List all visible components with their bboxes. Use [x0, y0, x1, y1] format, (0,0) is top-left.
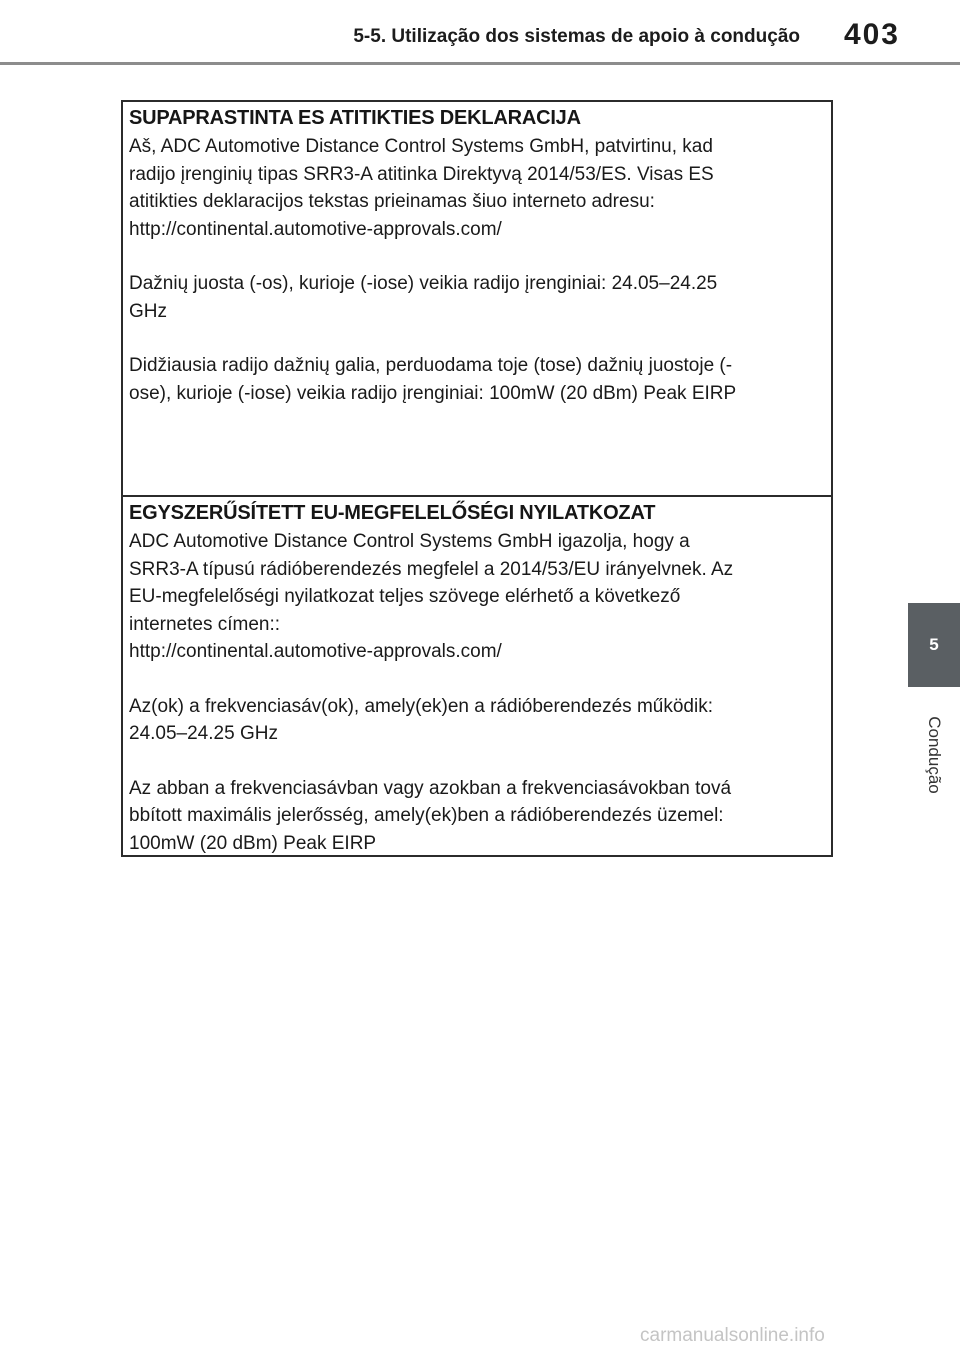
chapter-label: Condução: [925, 716, 944, 794]
declaration-title-hu: EGYSZERŰSÍTETT EU-MEGFELELŐSÉGI NYILATKOZAT: [129, 502, 656, 524]
declaration-line: Az(ok) a frekvenciasáv(ok), amely(ek)en a rádióberendezés működik:: [129, 695, 713, 717]
declaration-line: 24.05–24.25 GHz: [129, 723, 278, 744]
declaration-line: internetes címen::: [129, 613, 281, 635]
declaration-line: Didžiausia radijo dažnių galia, perduodama toje (tose) dažnių juostoje (-: [129, 355, 733, 376]
chapter-label-container: [908, 700, 960, 810]
site-watermark: carmanualsonline.info: [640, 1325, 825, 1346]
declaration-title-lt: SUPAPRASTINTA ES ATITIKTIES DEKLARACIJA: [129, 107, 581, 129]
declaration-url-hu: http://continental.automotive-approvals.com/: [129, 641, 502, 662]
declaration-lithuanian: [123, 102, 831, 495]
declaration-line: Aš, ADC Automotive Distance Control Systems GmbH, patvirtinu, kad: [129, 136, 713, 157]
header-divider: [0, 62, 960, 65]
declaration-hungarian: [123, 495, 831, 855]
paragraph-gap: [129, 325, 825, 352]
paragraph-gap: [129, 666, 825, 693]
paragraph-gap: [129, 748, 825, 775]
declaration-line: SRR3-A típusú rádióberendezés megfelel a 2014/53/EU irányelvnek. Az: [129, 558, 734, 580]
declaration-line: ADC Automotive Distance Control Systems GmbH igazolja, hogy a: [129, 531, 690, 552]
section-title: 5-5. Utilização dos sistemas de apoio à condução: [353, 26, 800, 47]
declaration-line: 100mW (20 dBm) Peak EIRP: [129, 832, 377, 854]
declaration-line: ose), kurioje (-iose) veikia radijo įrenginiai: 100mW (20 dBm) Peak EIRP: [129, 382, 737, 404]
declaration-box: [121, 100, 833, 857]
declaration-line: EU-megfelelőségi nyilatkozat teljes szövege elérhető a következő: [129, 586, 681, 607]
declaration-line: atitikties deklaracijos tekstas prieinamas šiuo interneto adresu:: [129, 191, 655, 212]
paragraph-gap: [129, 243, 825, 270]
declaration-line: bbított maximális jelerősség, amely(ek)ben a rádióberendezés üzemel:: [129, 805, 724, 826]
chapter-tab[interactable]: [908, 603, 960, 687]
chapter-tab-number: 5: [929, 635, 939, 654]
declaration-line: GHz: [129, 300, 167, 322]
declaration-line: radijo įrenginių tipas SRR3-A atitinka Direktyvą 2014/53/ES. Visas ES: [129, 163, 714, 185]
page-number: 403: [843, 18, 900, 51]
declaration-line: Az abban a frekvenciasávban vagy azokban a frekvenciasávokban tová: [129, 777, 732, 799]
declaration-url-lt: http://continental.automotive-approvals.com/: [129, 218, 502, 240]
declaration-line: Dažnių juosta (-os), kurioje (-iose) veikia radijo įrenginiai: 24.05–24.25: [129, 273, 718, 294]
